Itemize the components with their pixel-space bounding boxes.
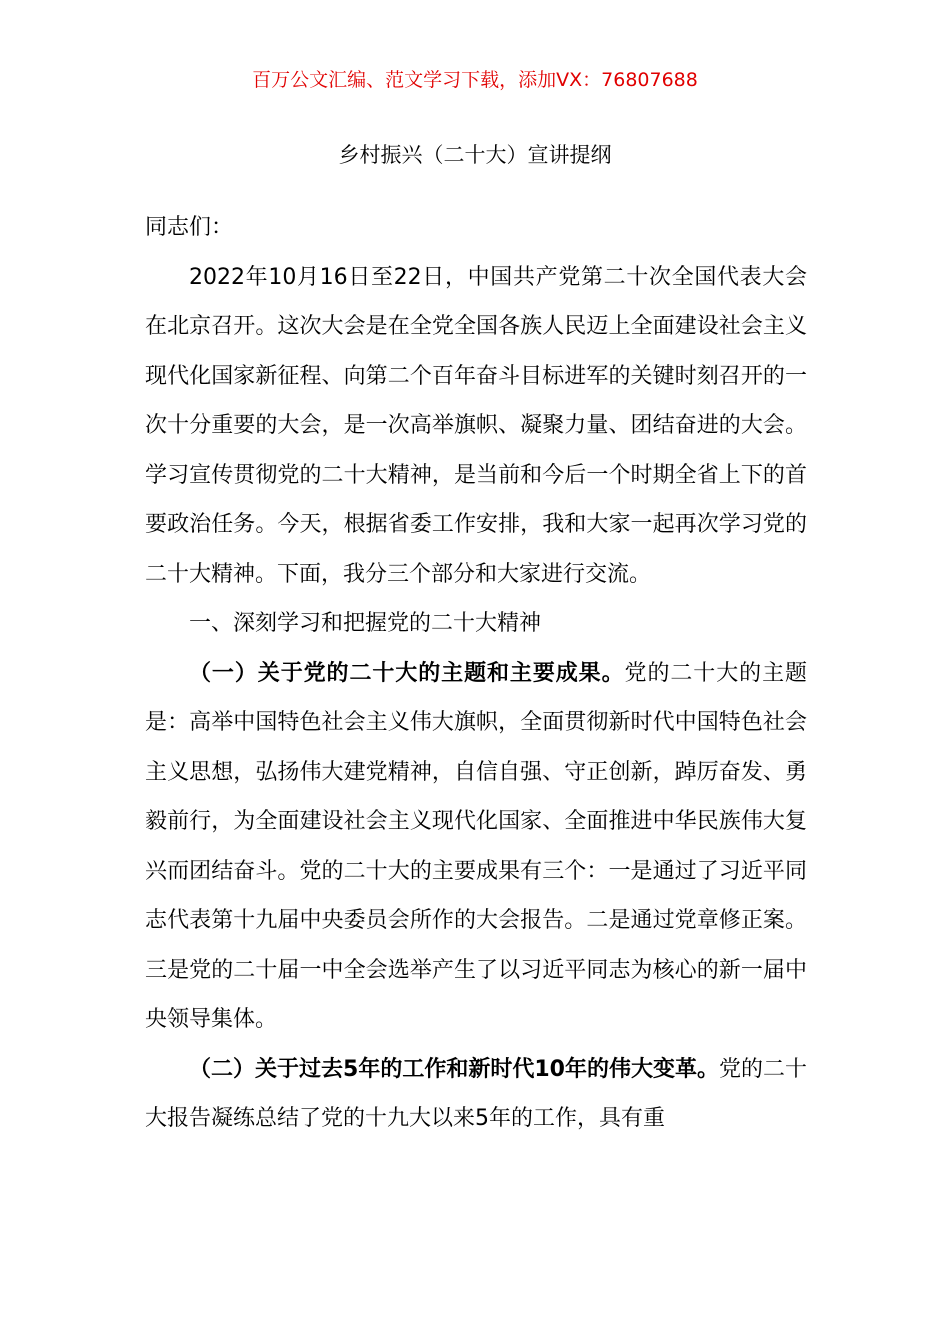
subsection-paragraph-2 bbox=[145, 1045, 807, 1144]
salutation: 同志们： bbox=[145, 215, 234, 240]
section-heading-1: 一、深刻学习和把握党的二十大精神 bbox=[189, 611, 542, 636]
subsection-text-1: 党的二十大的主题是：高举中国特色社会主义伟大旗帜，全面贯彻新时代中国特色社会主义思想，弘扬伟大建党精神，自信自强、守正创新，踔厉奋发、勇毅前行，为全面建设社会主义现代化国家、全面推进中华民族伟大复兴而团结奋斗。党的二十大的主要成果有三个：一是通过了习近平同志代表第十九届中央委员会所作的大会报告。二是通过党章修正案。三是党的二十届一中全会选举产生了以习近平同志为核心的新一届中央领导集体。 bbox=[145, 660, 807, 1032]
document-body bbox=[145, 203, 807, 1144]
watermark-header: 百万公文汇编、范文学习下载，添加VX：76807688 bbox=[252, 69, 698, 91]
intro-paragraph: 2022年10月16日至22日，中国共产党第二十次全国代表大会在北京召开。这次大会是在全党全国各族人民迈上全面建设社会主义现代化国家新征程、向第二个百年奋斗目标进军的关键时刻召开的一次十分重要的大会，是一次高举旗帜、凝聚力量、团结奋进的大会。学习宣传贯彻党的二十大精神，是当前和今后一个时期全省上下的首要政治任务。今天，根据省委工作安排，我和大家一起再次学习党的二十大精神。下面，我分三个部分和大家进行交流。 bbox=[145, 264, 807, 587]
subsection-paragraph-1 bbox=[145, 649, 807, 1045]
subsection-text-2: 党的二十大报告凝练总结了党的十九大以来5年的工作，具有重 bbox=[145, 1056, 807, 1131]
subsection-heading-1: （一）关于党的二十大的主题和主要成果。 bbox=[189, 660, 625, 686]
document-title: 乡村振兴（二十大）宣讲提纲 bbox=[338, 143, 612, 167]
subsection-heading-2: （二）关于过去5年的工作和新时代10年的伟大变革。 bbox=[189, 1056, 719, 1082]
